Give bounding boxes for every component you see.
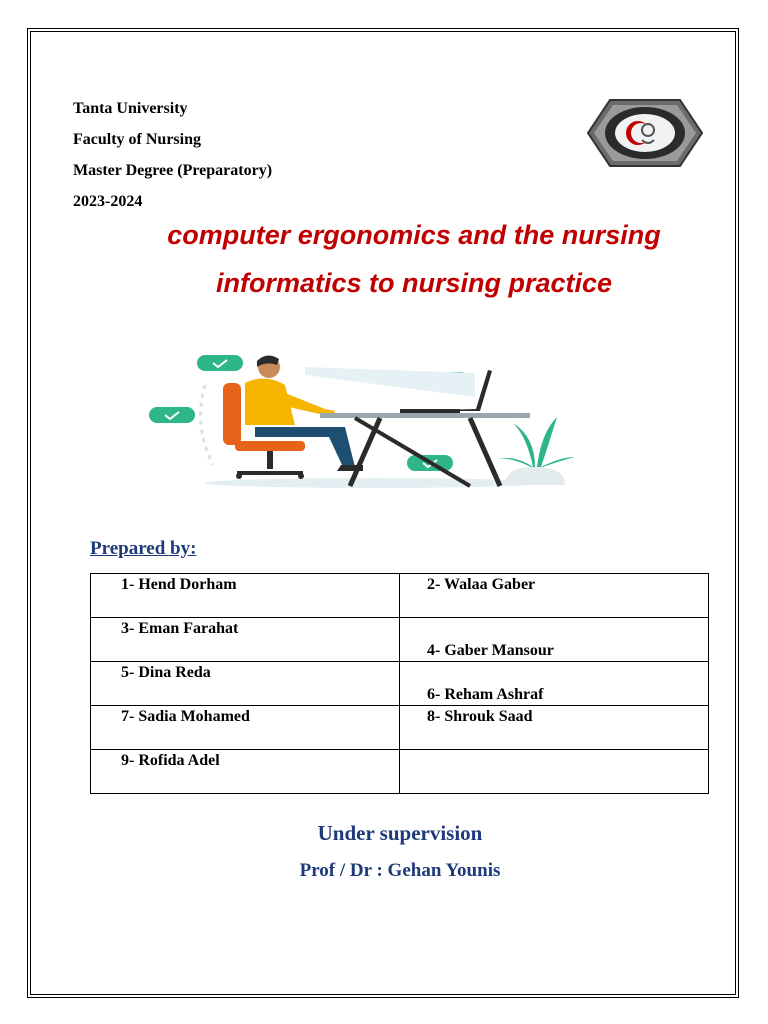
table-cell <box>400 750 709 794</box>
table-cell <box>91 574 400 618</box>
member-name: 4- Gaber Mansour <box>427 642 554 659</box>
table-cell <box>91 750 400 794</box>
check-badge-icon <box>149 407 195 423</box>
ergonomics-illustration <box>145 345 585 490</box>
header-block <box>73 93 272 217</box>
table-cell <box>400 618 709 662</box>
document-title-line2: informatics to nursing practice <box>215 268 613 298</box>
faculty-name: Faculty of Nursing <box>73 131 201 148</box>
member-name: 8- Shrouk Saad <box>427 708 533 725</box>
table-cell <box>400 574 709 618</box>
check-badge-icon <box>197 355 243 371</box>
member-name: 2- Walaa Gaber <box>427 576 536 593</box>
faculty-logo-icon <box>580 92 710 174</box>
member-name: 1- Hend Dorham <box>121 576 237 593</box>
table-row <box>91 662 709 706</box>
member-name: 3- Eman Farahat <box>121 620 239 637</box>
member-name: 6- Reham Ashraf <box>427 686 544 703</box>
table-row <box>91 750 709 794</box>
degree-name: Master Degree (Preparatory) <box>73 162 273 179</box>
table-cell <box>91 662 400 706</box>
document-title-line1: computer ergonomics and the nursing <box>167 220 661 250</box>
member-name: 9- Rofida Adel <box>121 752 220 769</box>
academic-year: 2023-2024 <box>73 193 143 210</box>
member-name: 7- Sadia Mohamed <box>121 708 250 725</box>
prepared-by-label: Prepared by: <box>90 538 197 559</box>
table-cell <box>91 706 400 750</box>
table-cell <box>400 662 709 706</box>
supervision-label: Under supervision <box>317 821 483 845</box>
table-cell <box>91 618 400 662</box>
supervisor-name: Prof / Dr : Gehan Younis <box>299 860 501 881</box>
table-row <box>91 618 709 662</box>
table-row <box>91 706 709 750</box>
university-name: Tanta University <box>73 100 188 117</box>
table-row <box>91 574 709 618</box>
table-cell <box>400 706 709 750</box>
member-name: 5- Dina Reda <box>121 664 211 681</box>
members-table <box>90 573 709 794</box>
